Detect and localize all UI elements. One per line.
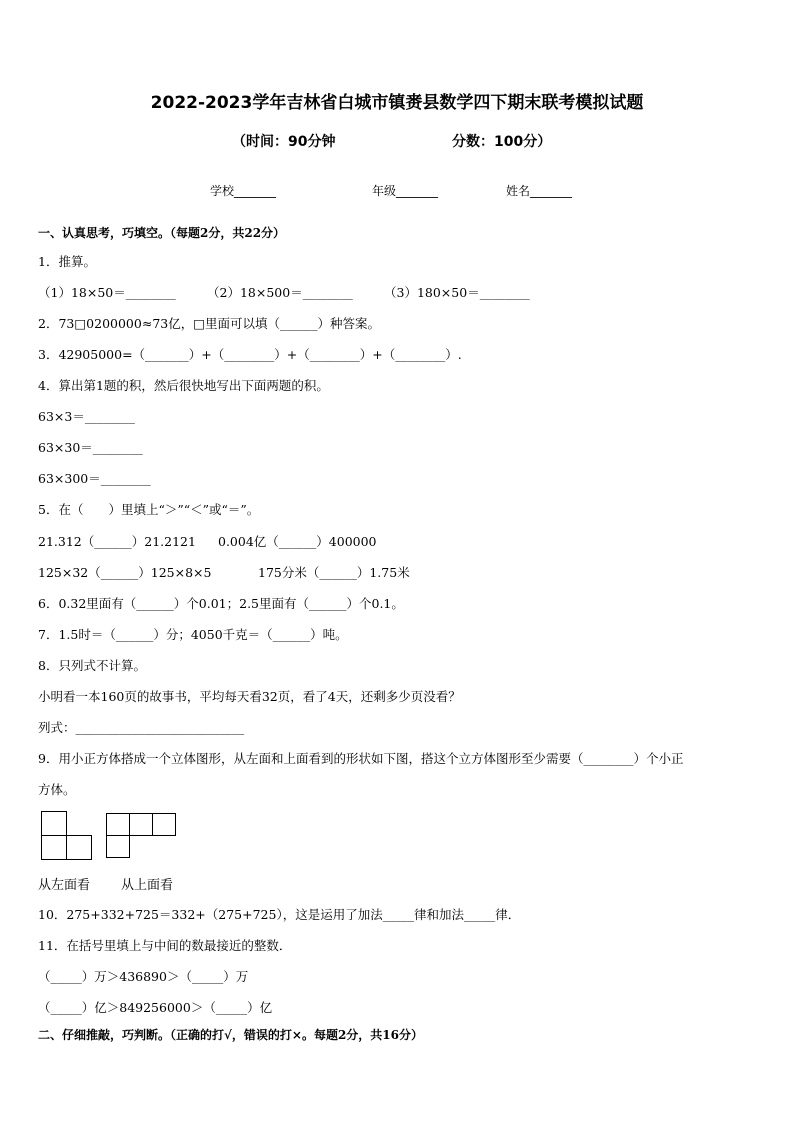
question-3: 3．42905000=（_______）+（________）+（________）+（________）. bbox=[38, 347, 462, 362]
question-11: 11．在括号里填上与中间的数最接近的整数． bbox=[38, 938, 292, 953]
question-1b: （2）18×500＝________ bbox=[207, 285, 353, 300]
question-5a: 21.312（______）21.2121 bbox=[38, 534, 196, 549]
left-view-square-top bbox=[41, 811, 67, 836]
school-field: 学校_______ bbox=[210, 184, 277, 198]
question-8b: 列式：___________________________ bbox=[38, 720, 245, 735]
question-1c: （3）180×50＝________ bbox=[384, 285, 530, 300]
question-1: 1．推算。 bbox=[38, 254, 96, 269]
question-5c: 125×32（______）125×8×5 bbox=[38, 565, 212, 580]
question-4b: 63×30＝________ bbox=[38, 440, 143, 455]
question-2: 2．73□0200000≈73亿，□里面可以填（______）种答案。 bbox=[38, 316, 381, 331]
question-8a: 小明看一本160页的故事书，平均每天看32页，看了4天，还剩多少页没看？ bbox=[38, 689, 461, 704]
top-view-square-1 bbox=[106, 813, 130, 836]
exam-time: （时间：90分钟 bbox=[232, 134, 336, 150]
exam-score: 分数：100分） bbox=[452, 134, 552, 150]
grade-field: 年级_______ bbox=[372, 184, 439, 198]
question-1a: （1）18×50＝________ bbox=[38, 285, 176, 300]
top-view-square-2 bbox=[129, 813, 153, 836]
question-6: 6．0.32里面有（______）个0.01；2.5里面有（______）个0.1。 bbox=[38, 596, 404, 611]
question-4: 4．算出第1题的积，然后很快地写出下面两题的积。 bbox=[38, 378, 329, 393]
question-5: 5．在（ ）里填上“＞”“＜”或“＝”。 bbox=[38, 502, 260, 517]
section-2-heading: 二、仔细推敲，巧判断。（正确的打√，错误的打×。每题2分，共16分） bbox=[38, 1028, 423, 1042]
question-10: 10．275+332+725＝332+（275+725），这是运用了加法_____律和加法_____律． bbox=[38, 907, 521, 922]
left-view-square-bottom-right bbox=[66, 835, 92, 860]
exam-title: 2022-2023学年吉林省白城市镇赉县数学四下期末联考模拟试题 bbox=[150, 93, 644, 113]
left-view-caption: 从左面看 bbox=[38, 878, 91, 893]
question-4c: 63×300＝________ bbox=[38, 471, 151, 486]
question-5d: 175分米（______）1.75米 bbox=[258, 565, 410, 580]
section-1-heading: 一、认真思考，巧填空。（每题2分，共22分） bbox=[38, 226, 286, 240]
question-9: 9．用小正方体搭成一个立体图形，从左面和上面看到的形状如下图，搭这个立方体图形至少需要（________）个小正 bbox=[38, 751, 684, 766]
top-view-square-4 bbox=[106, 835, 130, 858]
question-7: 7．1.5时＝（______）分；4050千克＝（______）吨。 bbox=[38, 627, 348, 642]
name-field: 姓名_______ bbox=[506, 184, 573, 198]
top-view-caption: 从上面看 bbox=[121, 878, 174, 893]
question-11a: （_____）万＞436890＞（_____）万 bbox=[38, 969, 249, 984]
question-8: 8．只列式不计算。 bbox=[38, 658, 146, 673]
left-view-square-bottom-left bbox=[41, 835, 67, 860]
question-5b: 0.004亿（______）400000 bbox=[218, 534, 377, 549]
question-11b: （_____）亿＞849256000＞（_____）亿 bbox=[38, 1000, 273, 1015]
question-9-continued: 方体。 bbox=[38, 782, 76, 797]
top-view-square-3 bbox=[152, 813, 176, 836]
question-4a: 63×3＝________ bbox=[38, 409, 135, 424]
